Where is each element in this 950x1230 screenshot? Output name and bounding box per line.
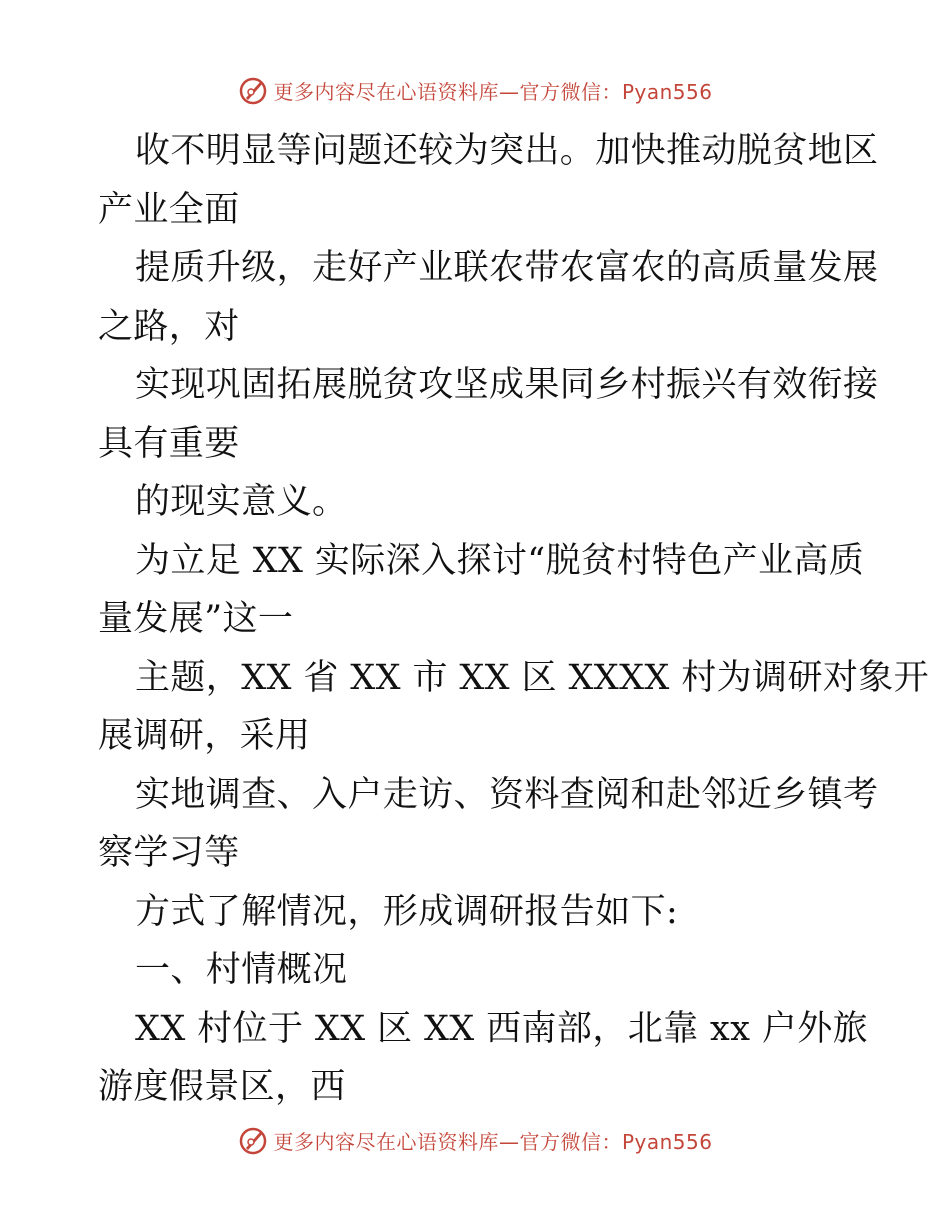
paragraph-line: 的现实意义。 xyxy=(135,482,348,522)
paragraph-line: 具有重要 xyxy=(98,423,240,464)
quill-logo-icon xyxy=(237,1124,269,1156)
paragraph-line: 实现巩固拓展脱贫攻坚成果同乡村振兴有效衔接 xyxy=(135,365,879,405)
paragraph-line: 量发展”这一 xyxy=(98,599,294,639)
document-body xyxy=(98,122,930,1117)
paragraph-line: 为立足 XX 实际深入探讨“脱贫村特色产业高质 xyxy=(135,540,865,581)
header-banner-text: 更多内容尽在心语资料库—官方微信：Pyan556 xyxy=(273,79,713,104)
paragraph-line: 一、村情概况 xyxy=(135,950,348,990)
quill-logo-icon xyxy=(237,74,269,106)
paragraph-line: 展调研，采用 xyxy=(98,716,311,756)
paragraph-line: 实地调查、入户走访、资料查阅和赴邻近乡镇考 xyxy=(135,774,879,815)
paragraph-line: XX 村位于 XX 区 XX 西南部，北靠 xx 户外旅 xyxy=(135,1008,869,1049)
paragraph-line: 方式了解情况，形成调研报告如下: xyxy=(135,891,679,932)
paragraph-line: 主题，XX 省 XX 市 XX 区 XXXX 村为调研对象开 xyxy=(135,657,930,698)
paragraph-line: 之路，对 xyxy=(98,306,240,347)
footer-banner xyxy=(0,1120,950,1160)
paragraph-line: 产业全面 xyxy=(98,189,240,230)
paragraph-line: 收不明显等问题还较为突出。加快推动脱贫地区 xyxy=(135,131,879,171)
paragraph-line: 游度假景区，西 xyxy=(98,1067,346,1107)
paragraph-line: 察学习等 xyxy=(98,833,240,873)
footer-banner-text: 更多内容尽在心语资料库—官方微信：Pyan556 xyxy=(273,1129,713,1154)
header-banner xyxy=(0,70,950,110)
paragraph-line: 提质升级，走好产业联农带农富农的高质量发展 xyxy=(135,248,879,288)
